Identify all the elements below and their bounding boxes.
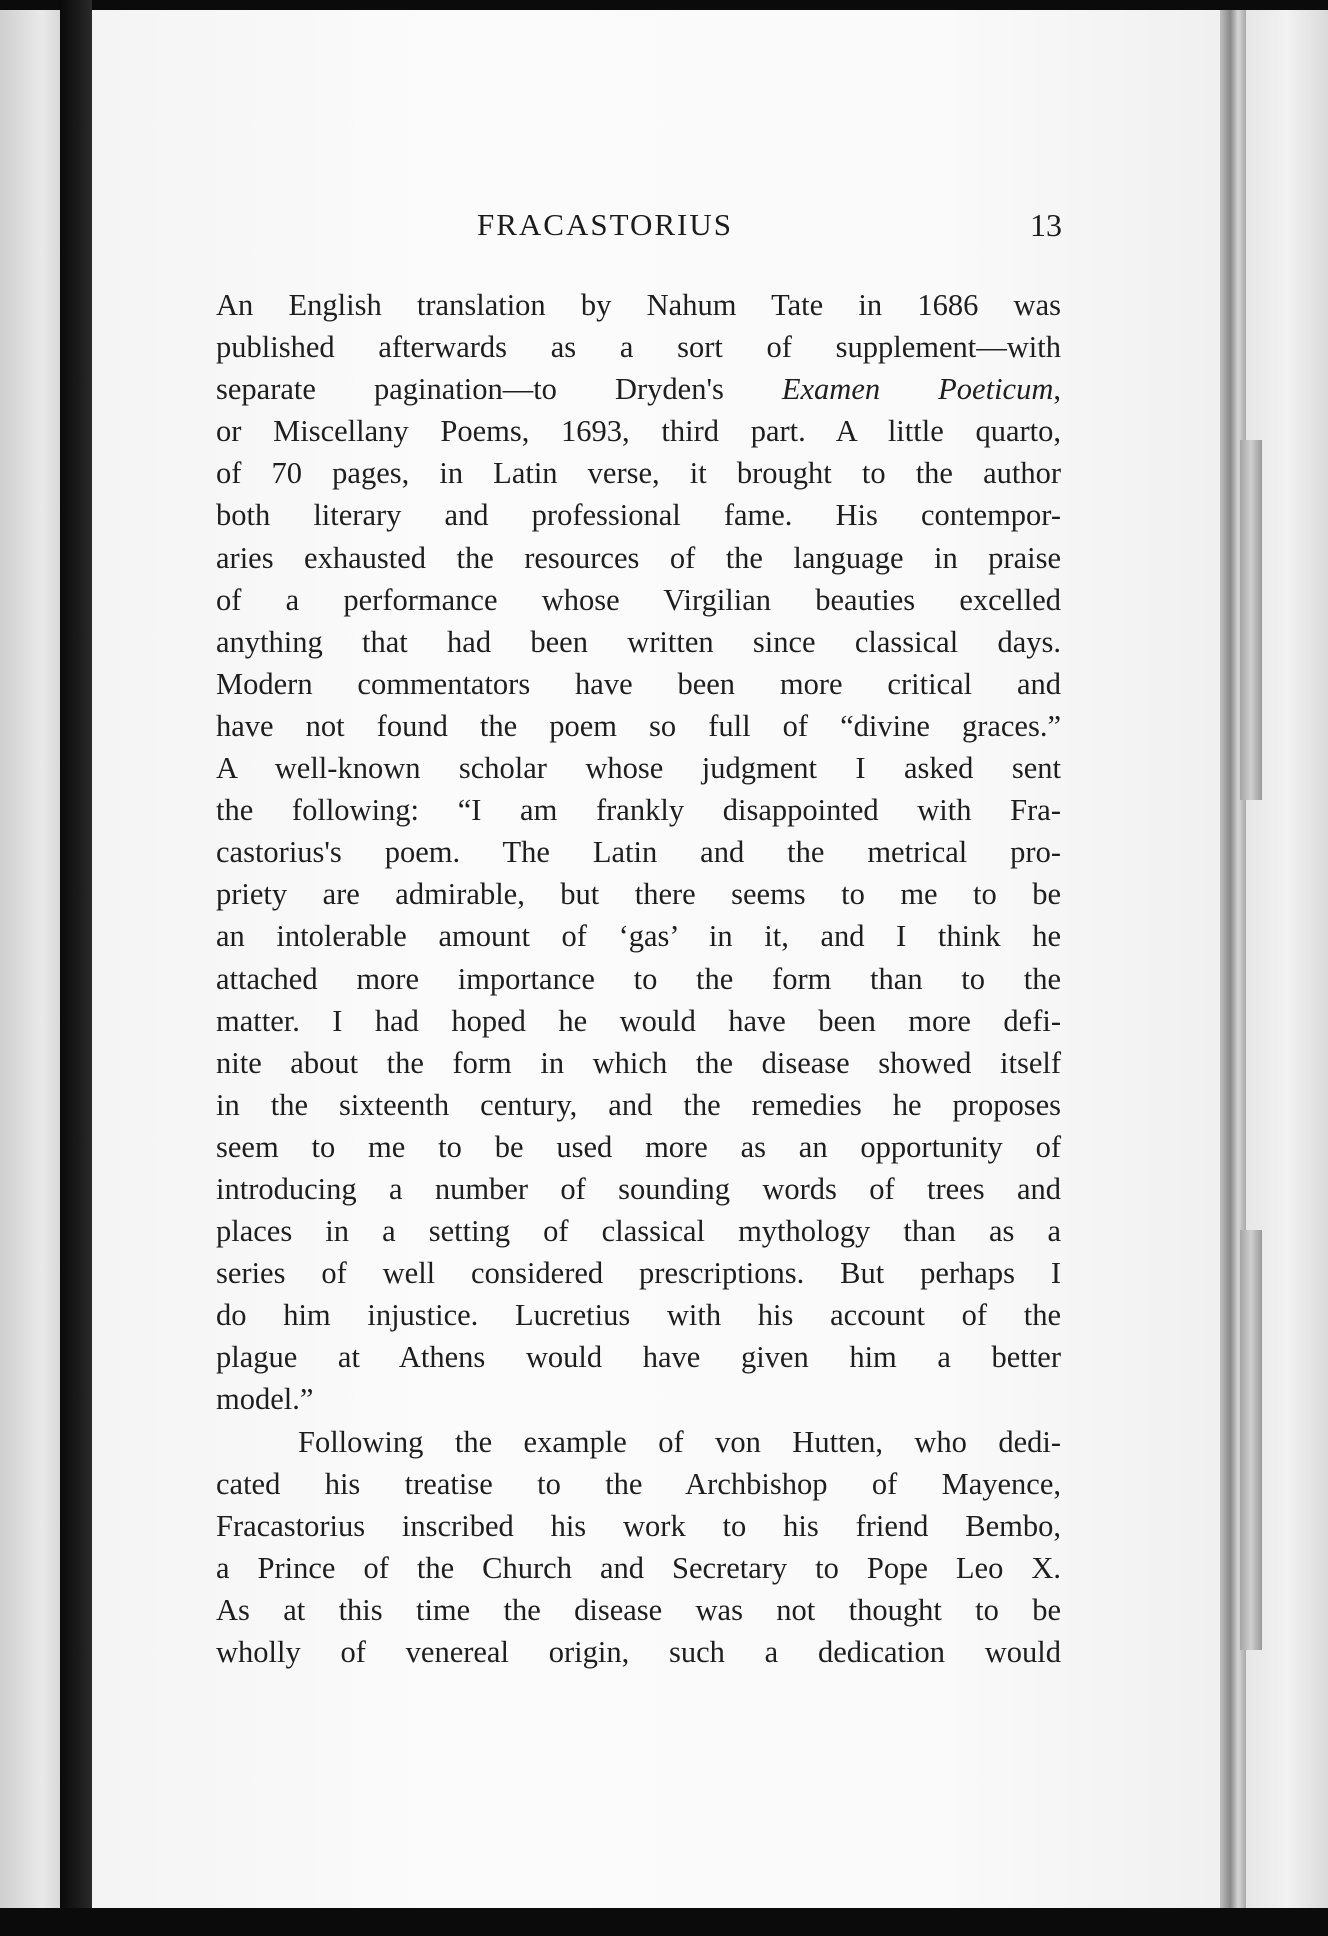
- text-line: series of well considered prescriptions. But perhaps I: [216, 1256, 1061, 1291]
- running-head: [212, 203, 1062, 247]
- page-edge-shadow: [1240, 440, 1262, 800]
- text-line: have not found the poem so full of “divine graces.”: [216, 708, 1061, 743]
- text-line: an intolerable amount of ‘gas’ in it, and I think he: [216, 919, 1061, 954]
- text-line: a Prince of the Church and Secretary to Pope Leo X.: [216, 1550, 1061, 1585]
- text-line: separate pagination—to Dryden's Examen Poeticum,: [216, 372, 1061, 407]
- page-number: 13: [1030, 207, 1062, 243]
- text-line: the following: “I am frankly disappointed with Fra-: [216, 793, 1061, 828]
- scan-border: [0, 1908, 1328, 1936]
- book-title-italic: Examen Poeticum: [781, 372, 1054, 407]
- text-line: An English translation by Nahum Tate in 1686 was: [216, 288, 1061, 322]
- text-line: Fracastorius inscribed his work to his friend Bembo,: [216, 1508, 1061, 1543]
- book-gutter: [60, 0, 92, 1936]
- text-line: attached more importance to the form than to the: [216, 961, 1061, 996]
- text-line: cated his treatise to the Archbishop of Mayence,: [216, 1466, 1061, 1501]
- text-line: anything that had been written since classical days.: [216, 624, 1061, 659]
- text-line: aries exhausted the resources of the language in praise: [216, 540, 1061, 575]
- text-line: Modern commentators have been more critical and: [216, 666, 1061, 701]
- text-line: or Miscellany Poems, 1693, third part. A little quarto,: [216, 414, 1061, 449]
- text-line: seem to me to be used more as an opportunity of: [216, 1129, 1061, 1164]
- running-title: FRACASTORIUS: [477, 207, 734, 242]
- text-line: plague at Athens would have given him a better: [216, 1340, 1061, 1375]
- text-line: wholly of venereal origin, such a dedication would: [216, 1635, 1061, 1669]
- paragraph: [216, 284, 1061, 1421]
- text-line: nite about the form in which the disease showed itself: [216, 1045, 1061, 1080]
- text-line: both literary and professional fame. His contempor-: [216, 498, 1061, 533]
- text-line: priety are admirable, but there seems to me to be: [216, 877, 1061, 912]
- body-text: [216, 284, 1061, 1673]
- text-line: do him injustice. Lucretius with his account of the: [216, 1298, 1061, 1333]
- text-line: As at this time the disease was not thought to be: [216, 1592, 1061, 1627]
- text-line: introducing a number of sounding words of trees and: [216, 1171, 1061, 1206]
- text-line: of 70 pages, in Latin verse, it brought to the author: [216, 456, 1061, 491]
- page-edge-shadow: [1240, 1230, 1262, 1650]
- facing-page-edge: [0, 10, 60, 1910]
- text-line: places in a setting of classical mythology than as a: [216, 1214, 1061, 1249]
- text-line: published afterwards as a sort of supplement—with: [216, 330, 1061, 365]
- paragraph: [216, 1421, 1061, 1674]
- text-line: model.”: [216, 1382, 314, 1417]
- text-line: A well-known scholar whose judgment I asked sent: [216, 751, 1061, 786]
- text-line: castorius's poem. The Latin and the metrical pro-: [216, 835, 1061, 870]
- text-line: in the sixteenth century, and the remedies he proposes: [216, 1087, 1061, 1122]
- text-line: matter. I had hoped he would have been more defi-: [216, 1003, 1061, 1038]
- text-line: Following the example of von Hutten, who dedi-: [298, 1424, 1061, 1459]
- text-line: of a performance whose Virgilian beauties excelled: [216, 582, 1061, 617]
